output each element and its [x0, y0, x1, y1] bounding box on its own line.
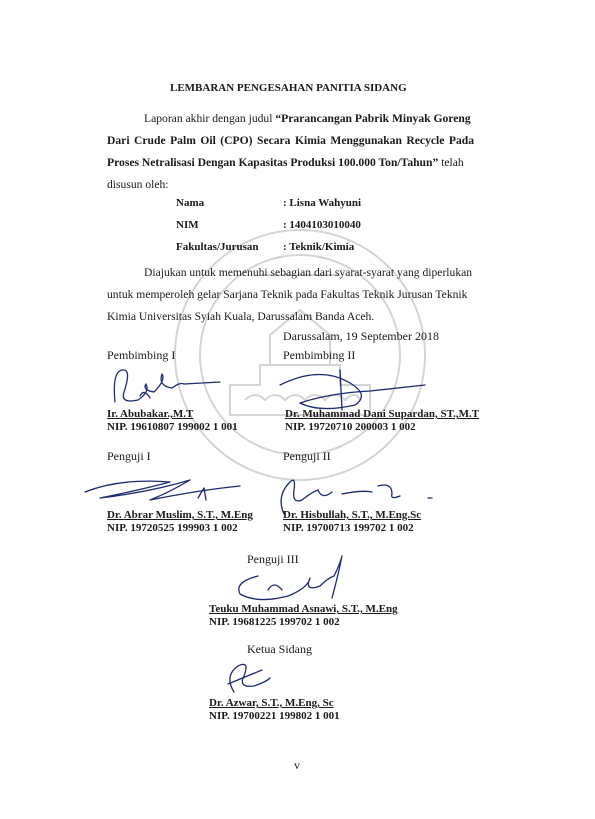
thesis-title-start: “Prarancangan Pabrik Minyak Goreng	[275, 112, 471, 125]
ketua-role: Ketua Sidang	[247, 642, 312, 656]
name-value: : Lisna Wahyuni	[283, 197, 362, 209]
nim-label: NIM	[176, 219, 199, 231]
penguji2-role: Penguji II	[283, 449, 331, 463]
penguji3-name: Teuku Muhammad Asnawi, S.T., M.Eng	[209, 603, 398, 615]
penguji2-nip: NIP. 19700713 199702 1 002	[283, 522, 414, 534]
name-label: Nama	[176, 197, 205, 209]
thesis-title-end: Proses Netralisasi Dengan Kapasitas Produksi 100.000 Ton/Tahun”	[107, 156, 439, 169]
page-number: v	[294, 758, 300, 772]
page-title: LEMBARAN PENGESAHAN PANITIA SIDANG	[170, 82, 407, 94]
intro-line-2: Dari Crude Palm Oil (CPO) Secara Kimia Menggunakan Recycle Pada	[107, 134, 475, 147]
pembimbing2-signature	[260, 355, 430, 415]
ketua-nip: NIP. 19700221 199802 1 001	[209, 710, 340, 722]
purpose-line-1: Diajukan untuk memenuhi sebagian dari syarat-syarat yang diperlukan	[144, 266, 473, 279]
ketua-name: Dr. Azwar, S.T., M.Eng, Sc	[209, 697, 334, 709]
pembimbing2-name: Dr. Muhammad Dani Supardan, ST.,M.T	[285, 408, 480, 420]
intro-telah: telah	[438, 156, 464, 169]
penguji1-name: Dr. Abrar Muslim, S.T., M.Eng	[107, 509, 253, 521]
intro-line-3	[107, 152, 464, 174]
faculty-label: Fakultas/Jurusan	[176, 241, 259, 253]
purpose-line-2: untuk memperoleh gelar Sarjana Teknik pada Fakultas Teknik Jurusan Teknik	[107, 288, 468, 301]
signing-date: Darussalam, 19 September 2018	[283, 329, 439, 343]
penguji3-nip: NIP. 19681225 199702 1 002	[209, 616, 340, 628]
penguji2-name: Dr. Hisbullah, S.T., M.Eng.Sc	[283, 509, 422, 521]
penguji3-signature	[228, 552, 358, 604]
pembimbing1-role: Pembimbing I	[107, 348, 176, 362]
penguji1-signature	[80, 470, 260, 510]
pembimbing1-signature	[110, 362, 250, 408]
pembimbing1-nip: NIP. 19610807 199002 1 001	[107, 421, 238, 433]
penguji3-role: Penguji III	[247, 552, 299, 566]
nim-value: : 1404103010040	[283, 219, 361, 231]
ketua-signature	[214, 656, 284, 696]
faculty-value: : Teknik/Kimia	[283, 241, 355, 253]
pembimbing1-name: Ir. Abubakar.,M.T	[107, 408, 194, 420]
penguji1-role: Penguji I	[107, 449, 151, 463]
pembimbing2-role: Pembimbing II	[283, 348, 356, 362]
pembimbing2-nip: NIP. 19720710 200003 1 002	[285, 421, 416, 433]
intro-line-1	[144, 108, 471, 130]
penguji1-nip: NIP. 19720525 199903 1 002	[107, 522, 238, 534]
intro-plain-text: Laporan akhir dengan judul	[144, 112, 276, 125]
purpose-line-3: Kimia Universitas Syiah Kuala, Darussalam Banda Aceh.	[107, 310, 375, 323]
intro-line-4: disusun oleh:	[107, 178, 169, 191]
